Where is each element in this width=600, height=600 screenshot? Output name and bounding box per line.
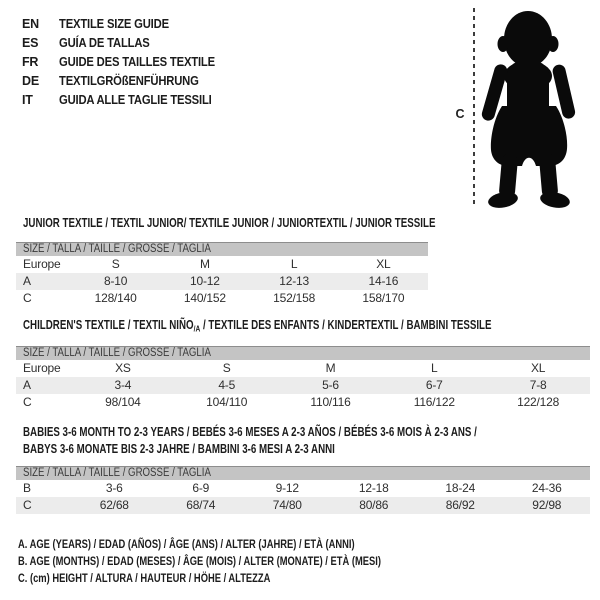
table-cell: C xyxy=(23,395,32,409)
table-cell: XL xyxy=(530,361,546,375)
table-cell: 110/116 xyxy=(310,395,351,409)
size-header-bar xyxy=(16,466,590,480)
table-cell: 5-6 xyxy=(279,377,383,394)
table-cell: 128/140 xyxy=(94,291,137,305)
language-title-list xyxy=(22,15,232,109)
children-size-table xyxy=(16,346,590,411)
language-row xyxy=(22,34,232,53)
size-header-bar xyxy=(16,346,590,360)
language-title: GUIDA ALLE TAGLIE TESSILI xyxy=(59,92,212,107)
table-cell: 10-12 xyxy=(160,273,249,290)
language-row xyxy=(22,15,232,34)
size-header-label: SIZE / TALLA / TAILLE / GRÖSSE / TAGLIA xyxy=(23,243,211,255)
language-row xyxy=(22,90,232,109)
table-cell: L xyxy=(290,257,298,271)
table-cell: 104/110 xyxy=(206,395,248,409)
table-cell: 12-13 xyxy=(250,273,339,290)
table-cell: 24-36 xyxy=(531,481,562,495)
table-cell: 9-12 xyxy=(275,481,299,495)
table-cell: 140/152 xyxy=(183,291,226,305)
table-cell: 3-6 xyxy=(105,481,123,495)
language-code: FR xyxy=(22,54,39,69)
table-cell: XL xyxy=(376,257,391,271)
table-cell: 98/104 xyxy=(105,395,141,409)
junior-section-heading xyxy=(23,216,552,230)
children-heading-after: / TEXTILE DES ENFANTS / KINDERTEXTIL / BAMBINI TESSILE xyxy=(200,318,492,332)
table-cell: 62/68 xyxy=(71,497,158,514)
language-title: GUIDE DES TAILLES TEXTILE xyxy=(59,54,215,69)
children-section-heading-text xyxy=(23,318,492,336)
table-cell: Europe xyxy=(23,257,61,271)
table-cell: 12-18 xyxy=(358,481,389,495)
table-cell: 158/170 xyxy=(362,291,405,305)
table-cell: 86/92 xyxy=(417,497,504,514)
children-heading-subscript: /A xyxy=(193,323,201,334)
height-marker-label: C xyxy=(455,107,465,121)
table-cell: C xyxy=(16,497,71,514)
language-title: GUÍA DE TALLAS xyxy=(59,36,150,51)
toddler-silhouette-icon xyxy=(480,6,580,211)
babies-size-table xyxy=(16,466,590,514)
table-cell: A xyxy=(16,273,71,290)
language-code: DE xyxy=(22,73,39,88)
size-header-bar xyxy=(16,242,428,256)
table-cell: M xyxy=(199,257,210,271)
junior-size-table xyxy=(16,242,428,307)
table-cell: S xyxy=(222,361,231,375)
table-cell: S xyxy=(111,257,120,271)
children-section-heading xyxy=(23,318,600,332)
table-cell: 68/74 xyxy=(158,497,245,514)
table-cell: M xyxy=(325,361,336,375)
language-title: TEXTILE SIZE GUIDE xyxy=(59,17,169,32)
babies-section-heading xyxy=(23,424,600,456)
table-cell: XS xyxy=(115,361,131,375)
language-row xyxy=(22,53,232,72)
table-cell: 74/80 xyxy=(244,497,331,514)
babies-heading-line-2: BABYS 3-6 MONATE BIS 2-3 JAHRE / BAMBINI 3-6 MESI A 2-3 ANNI xyxy=(23,441,335,456)
table-cell: 92/98 xyxy=(504,497,591,514)
height-measure-dotted-line xyxy=(473,8,475,206)
table-cell: 3-4 xyxy=(71,377,175,394)
language-code: IT xyxy=(22,92,33,107)
table-cell: 7-8 xyxy=(486,377,590,394)
table-cell: C xyxy=(23,291,32,305)
size-header-label: SIZE / TALLA / TAILLE / GRÖSSE / TAGLIA xyxy=(23,467,211,479)
table-cell: 116/122 xyxy=(413,395,455,409)
table-cell: B xyxy=(23,481,31,495)
table-cell: 18-24 xyxy=(445,481,476,495)
table-cell: L xyxy=(431,361,438,375)
footnote-c: C. (cm) HEIGHT / ALTURA / HAUTEUR / HÖHE / ALTEZZA xyxy=(18,571,271,585)
junior-section-heading-text: JUNIOR TEXTILE / TEXTIL JUNIOR/ TEXTILE JUNIOR / JUNIORTEXTIL / JUNIOR TESSILE xyxy=(23,216,436,230)
table-cell: 6-9 xyxy=(192,481,210,495)
footnote-a: A. AGE (YEARS) / EDAD (AÑOS) / ÂGE (ANS) / ALTER (JAHRE) / ETÀ (ANNI) xyxy=(18,537,355,551)
language-code: EN xyxy=(22,17,39,32)
language-code: ES xyxy=(22,36,39,51)
table-cell: 80/86 xyxy=(331,497,418,514)
language-row xyxy=(22,71,232,90)
language-title: TEXTILGRÖßENFÜHRUNG xyxy=(59,73,199,88)
table-cell: 6-7 xyxy=(382,377,486,394)
babies-heading-line-1: BABIES 3-6 MONTH TO 2-3 YEARS / BEBÉS 3-6 MESES A 2-3 AÑOS / BÉBÉS 3-6 MOIS À 2-3 ANS / xyxy=(23,425,477,439)
table-cell: 4-5 xyxy=(175,377,279,394)
table-cell: Europe xyxy=(23,361,61,375)
table-cell: A xyxy=(16,377,71,394)
table-cell: 122/128 xyxy=(517,395,560,409)
footnote-legend xyxy=(18,536,483,587)
footnote-b: B. AGE (MONTHS) / EDAD (MESES) / ÂGE (MOIS) / ALTER (MONATE) / ETÀ (MESI) xyxy=(18,554,381,568)
table-cell: 8-10 xyxy=(71,273,160,290)
table-cell: 152/158 xyxy=(273,291,316,305)
table-cell: 14-16 xyxy=(339,273,428,290)
size-header-label: SIZE / TALLA / TAILLE / GRÖSSE / TAGLIA xyxy=(23,347,211,359)
children-heading-before: CHILDREN'S TEXTILE / TEXTIL NIÑO xyxy=(23,318,194,332)
